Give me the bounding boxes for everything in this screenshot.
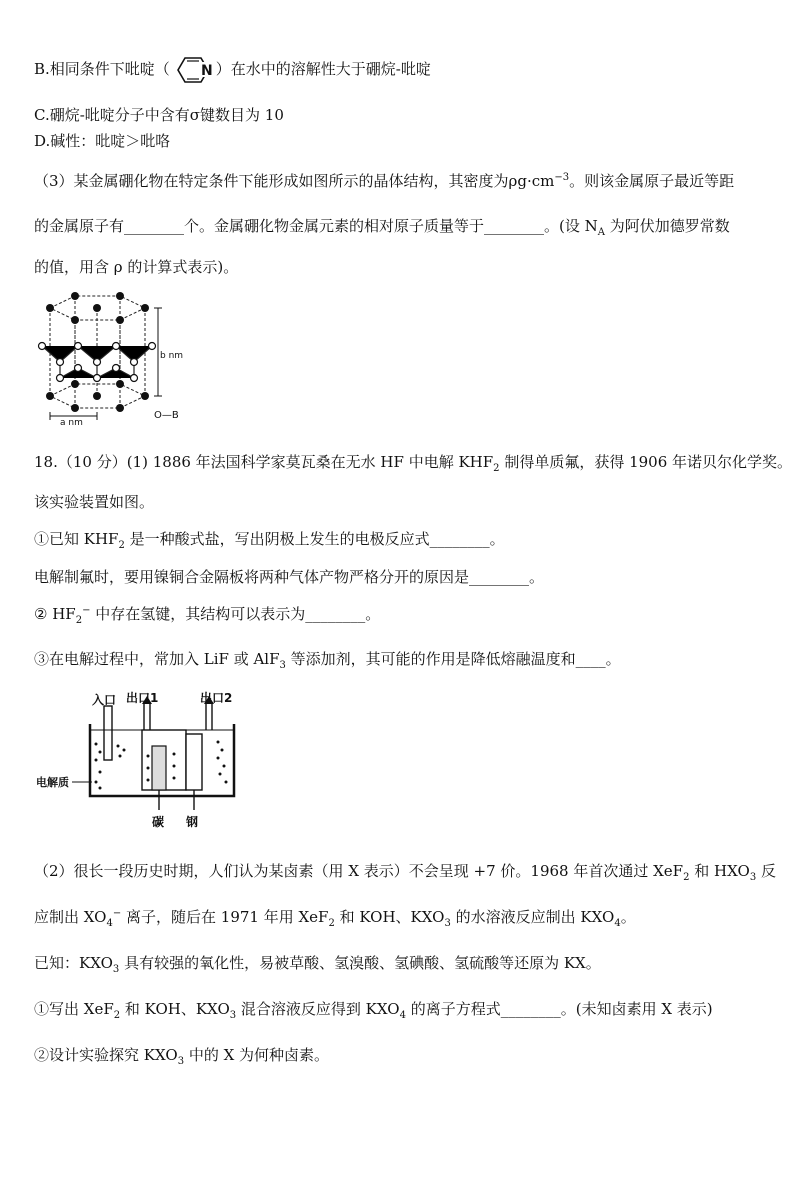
boron-legend: O—B	[154, 410, 179, 421]
q18-line4: 电解制氟时，要用镍铜合金隔板将两种气体产物严格分开的原因是________。	[34, 568, 545, 586]
q2-line1: （2）很长一段历史时期，人们认为某卤素（用 X 表示）不会呈现 +7 价。1968 年首次通过 XeF$_2$ 和 $HXO_3$ 反	[34, 862, 776, 883]
crystal-structure-figure	[30, 286, 220, 426]
pyridine-n-label: N	[200, 63, 213, 79]
q18-line3: ①已知 $KHF_2$ 是一种酸式盐，写出阴极上发生的电极反应式________。	[34, 530, 505, 551]
q2-line5: ②设计实验探究 $KXO_3$ 中的 X 为何种卤素。	[34, 1046, 330, 1067]
q18-line5: ② $HF_2^-$ 中存在氢键，其结构可以表示为________。	[34, 605, 381, 626]
q2-line3: 已知：$KXO_3$ 具有较强的氧化性，易被草酸、氢溴酸、氢碘酸、氢硫酸等还原为 KX。	[34, 954, 601, 975]
inlet-label: 入口	[92, 693, 117, 707]
electrolysis-cell-figure	[34, 686, 244, 836]
outlet1-label: 出口1	[126, 691, 159, 705]
a-dimension-label: a nm	[60, 418, 83, 426]
pyridine-structure	[170, 52, 216, 88]
q2-line2: 应制出 $XO_4^-$ 离子，随后在 1971 年用 XeF$_2$ 和 KOH、$KXO_3$ 的水溶液反应制出 $KXO_4$。	[34, 908, 636, 929]
electrolyte-label: 电解质	[36, 776, 69, 789]
option-d: D.碱性：吡啶＞吡咯	[34, 132, 171, 150]
carbon-label: 碳	[152, 815, 165, 829]
b-dimension-label: b nm	[160, 351, 184, 361]
q3-line3: 的值，用含 ρ 的计算式表示)。	[34, 258, 239, 276]
q18-line2: 该实验装置如图。	[34, 493, 155, 511]
q3-line2: 的金属原子有________个。金属硼化物金属元素的相对原子质量等于________。(设 $N_A$ 为阿伏加德罗常数	[34, 217, 730, 238]
q18-line1: 18.（10 分）(1) 1886 年法国科学家莫瓦桑在无水 HF 中电解 $KHF_2$ 制得单质氟，获得 1906 年诺贝尔化学奖。	[34, 453, 793, 474]
option-c: C.硼烷-吡啶分子中含有σ键数目为 10	[34, 106, 284, 124]
steel-label: 钢	[186, 815, 199, 829]
q3-line1: （3）某金属硼化物在特定条件下能形成如图所示的晶体结构，其密度为$\rho g\cdot cm^{-3}$。则该金属原子最近等距	[34, 172, 735, 190]
outlet2-label: 出口2	[200, 691, 233, 705]
q18-line6: ③在电解过程中，常加入 LiF 或 AlF$_3$ 等添加剂，其可能的作用是降低熔融温度和____。	[34, 650, 621, 671]
q2-line4: ①写出 XeF$_2$ 和 KOH、$KXO_3$ 混合溶液反应得到 $KXO_4$ 的离子方程式________。(未知卤素用 X 表示)	[34, 1000, 713, 1021]
option-b: B.相同条件下吡啶（ N ）在水中的溶解性大于硼烷-吡啶	[34, 52, 431, 88]
